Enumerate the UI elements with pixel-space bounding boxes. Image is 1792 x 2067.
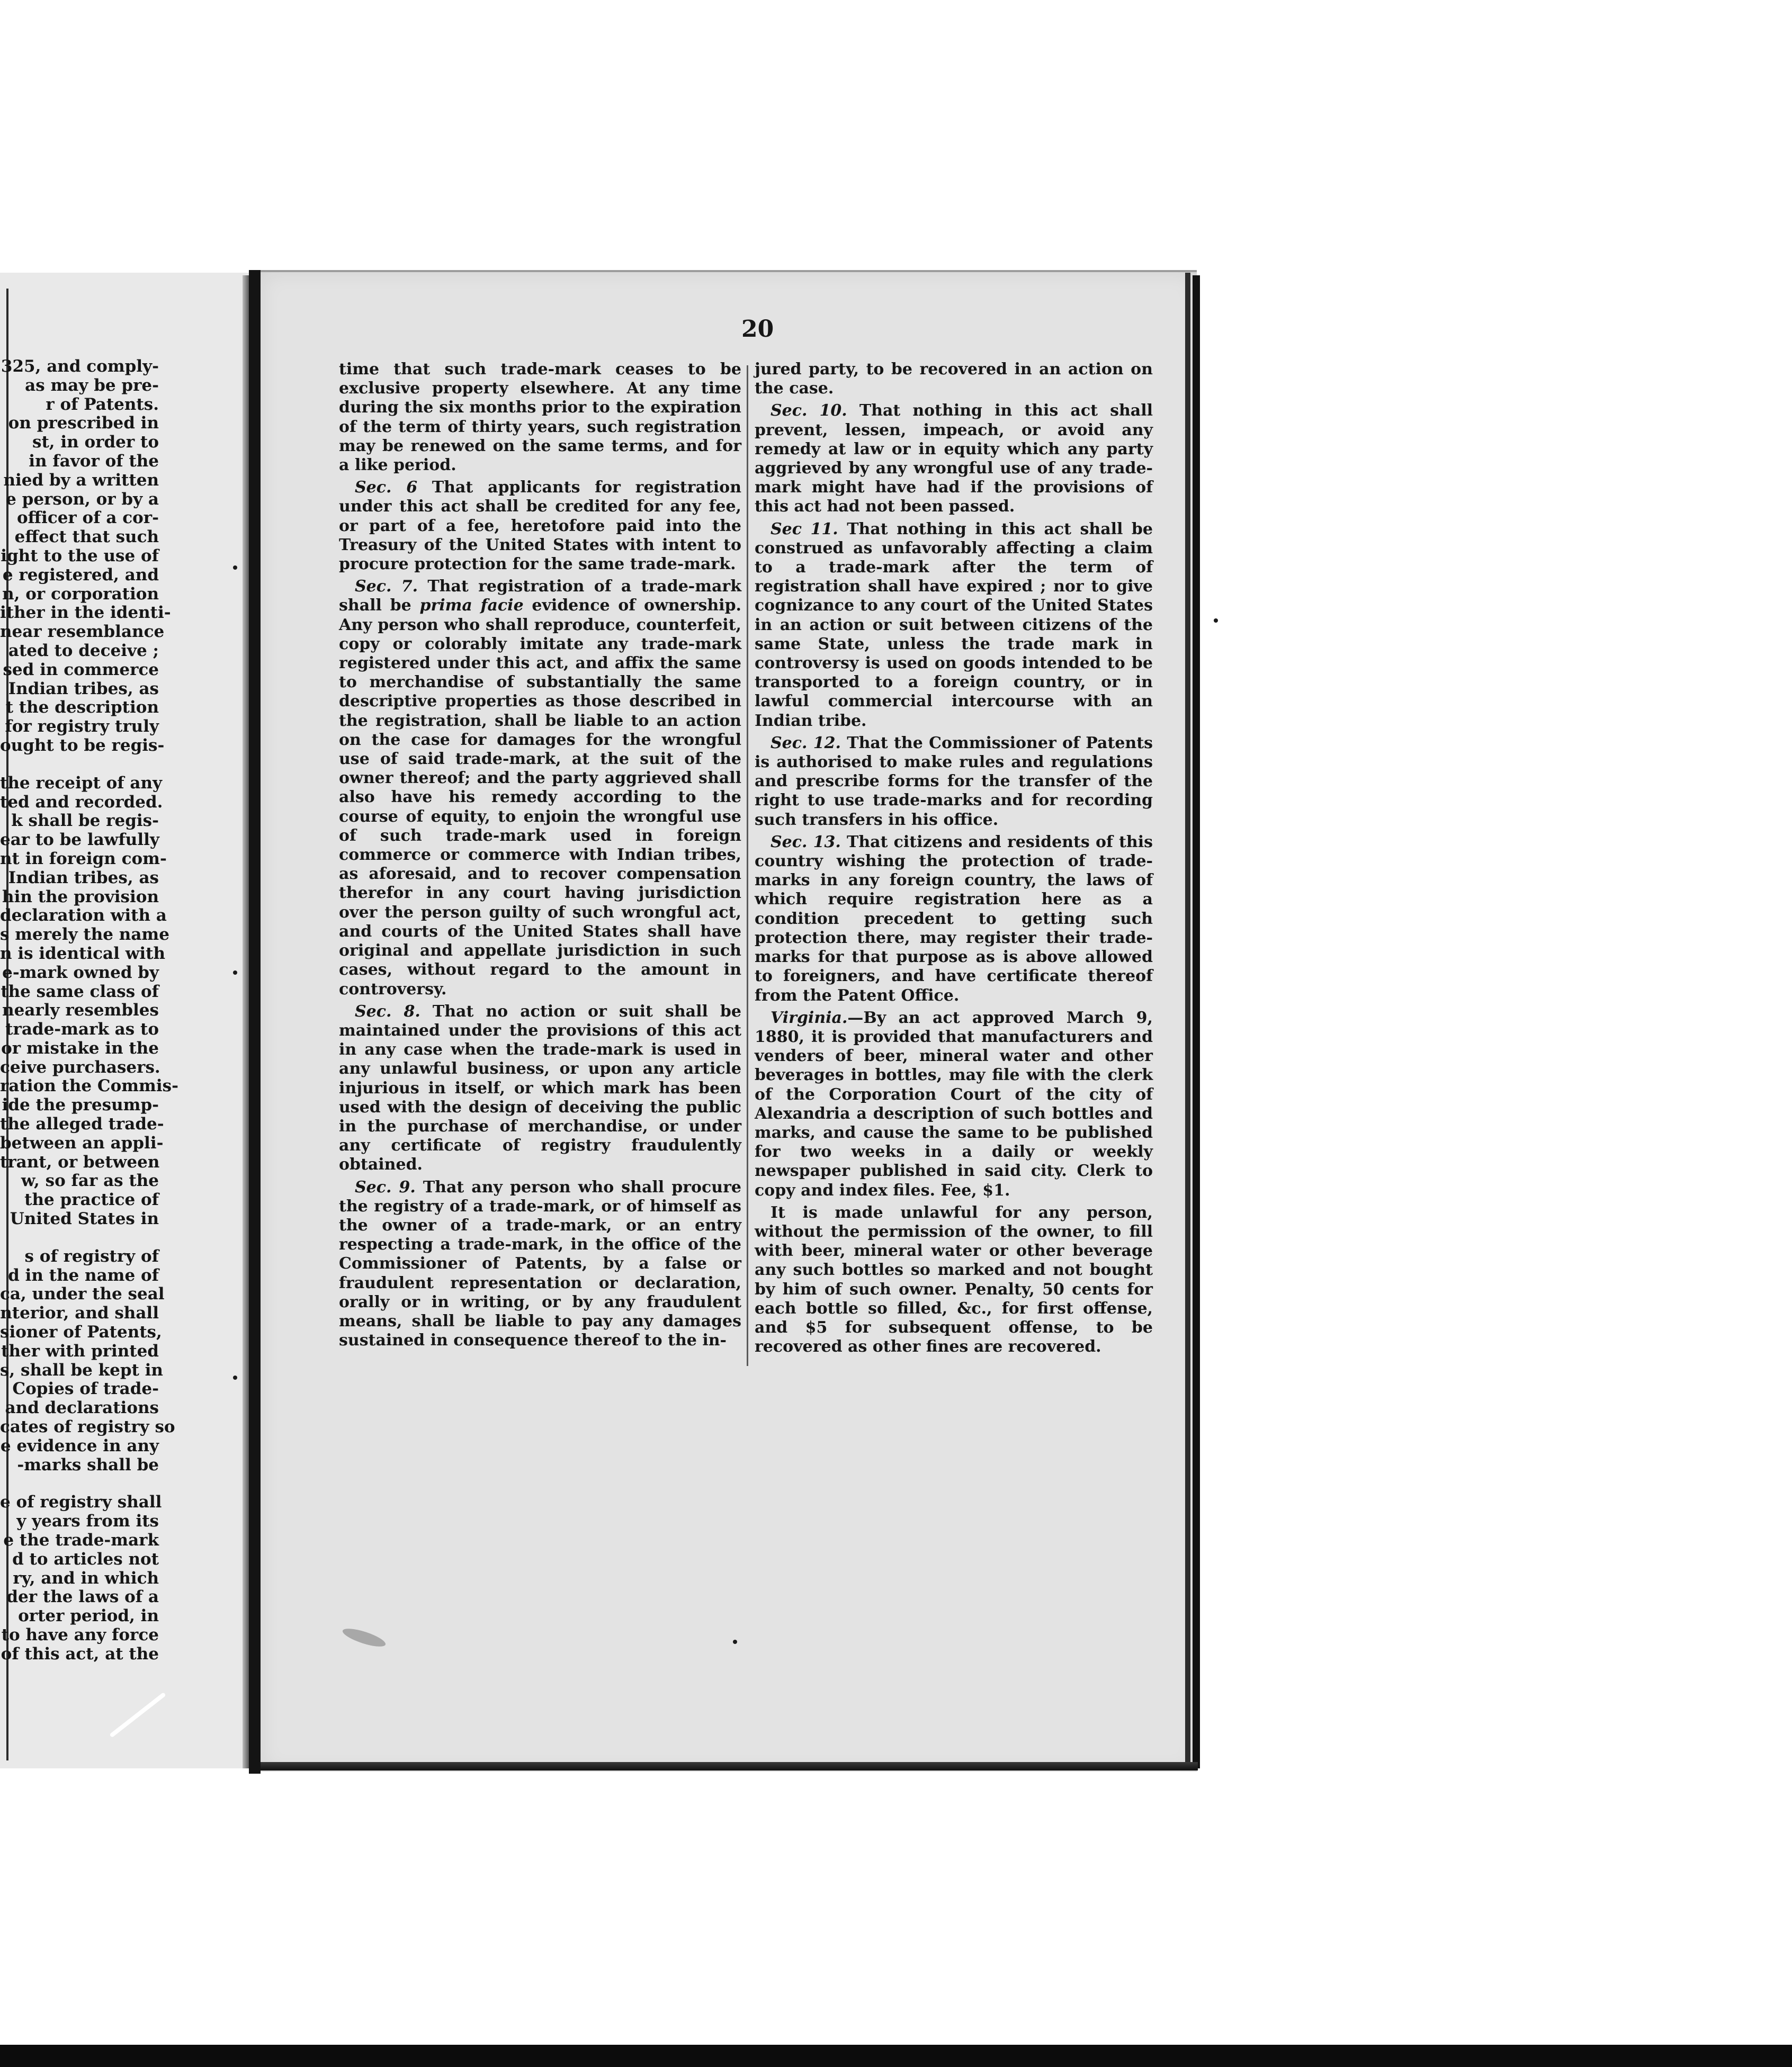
left-page-line: e-mark owned by <box>2 963 159 982</box>
left-page-line: ther with printed <box>1 1341 159 1361</box>
section-10 <box>755 401 1153 516</box>
left-page-line: orter period, in <box>18 1606 159 1626</box>
left-page-fold <box>243 275 249 1768</box>
left-page-line: ear to be lawfully <box>0 830 159 850</box>
virginia-paragraph <box>755 1009 1153 1200</box>
left-page-line: e evidence in any <box>0 1436 159 1455</box>
left-page-line <box>0 1229 159 1247</box>
page-edge-right <box>1185 273 1190 1766</box>
left-page-line: officer of a cor- <box>16 508 159 528</box>
left-column <box>339 360 741 1353</box>
section-text: That nothing in this act shall be construed as unfavorably affecting a claim to a trade-mark after the term of registration shall have expired ; nor to give cognizance to any court of the United States in an action or suit between citizens of the same State, unless the trade mark in controversy is used on goods intended to be transported to a foreign country, or in lawful commercial intercourse with an Indian tribe. <box>755 519 1153 730</box>
left-page-line: sed in commerce <box>3 660 159 679</box>
section-label: Sec. 9. <box>355 1178 416 1197</box>
left-page-line: nterior, and shall <box>0 1304 159 1323</box>
left-page-line: ted and recorded. <box>0 792 163 812</box>
left-page-line: hin the provision <box>2 887 159 906</box>
left-page-line <box>0 756 159 774</box>
left-page-line: ated to deceive ; <box>8 641 159 660</box>
page-number: 20 <box>741 316 774 343</box>
right-column <box>755 360 1153 1360</box>
scan-speck <box>1214 618 1218 623</box>
paragraph-continuation: jured party, to be recovered in an action on the case. <box>755 360 1153 398</box>
left-page-line: the practice of <box>24 1190 159 1210</box>
paragraph-continuation: time that such trade-mark ceases to be exclusive property elsewhere. At any time during the six months prior to the expiration of the term of thirty years, such registration may be renewed on the same terms, and for a like period. <box>339 360 741 475</box>
left-page-line: on prescribed in <box>8 414 159 433</box>
left-page-line: y years from its <box>16 1512 159 1531</box>
left-page-line: 325, and comply- <box>1 357 159 376</box>
section-13 <box>755 833 1153 1005</box>
section-text: That registration of a trade-mark shall be <box>339 577 741 615</box>
section-text: That applicants for registration under this act shall be credited for any fee, or part of a fee, heretofore paid into the Treasury of the United States with intent to procure protection for the same trade-mark. <box>339 478 742 574</box>
left-page-line: Indian tribes, as <box>8 679 159 698</box>
section-text: evidence of ownership. Any person who shall reproduce, counterfeit, copy or colorably imitate any trade-mark registered under this act, and affix the same to merchandise of substantially the same descriptive properties as those described in the registration, shall be liable to an action on the case for damages for the wrongful use of said trade-mark, at the suit of the owner thereof; and the party aggrieved shall also have his remedy according to the course of equity, to enjoin the wrongful use of such trade-mark used in foreign commerce or commerce with Indian tribes, as aforesaid, and to recover compensation therefor in any court having jurisdiction over the person guilty of such wrongful act, and courts of the United States shall have original and appellate jurisdiction in such cases, without regard to the amount in controversy. <box>339 596 741 999</box>
left-page-line: d to articles not <box>12 1549 159 1569</box>
left-page-line: s, shall be kept in <box>0 1360 163 1380</box>
left-page-line: trant, or between <box>0 1152 160 1172</box>
left-page-line: the receipt of any <box>0 773 163 793</box>
left-page-line: ca, under the seal <box>0 1284 165 1304</box>
section-text: That citizens and residents of this country wishing the protection of trade-marks in any foreign country, the laws of which require registration here as a condition precedent to getting such protection there, may register their trade-marks for that purpose as is above allowed to foreigners, and have certificate thereof from the Patent Office. <box>755 832 1153 1005</box>
section-label: Sec. 12. <box>770 733 841 752</box>
column-divider <box>747 365 748 1366</box>
state-label: Virginia. <box>770 1008 848 1027</box>
left-page-line: nearly resembles <box>2 1001 159 1020</box>
left-page-line: nied by a written <box>3 470 159 490</box>
left-page-line: the alleged trade- <box>0 1115 164 1134</box>
left-page-line: for registry truly <box>5 717 159 736</box>
section-label: Sec. 7. <box>355 577 418 596</box>
left-page-line: t the description <box>5 698 159 717</box>
unlawful-paragraph: It is made unlawful for any person, without the permission of the owner, to fill with beer, mineral water or other beverage any such bottles so marked and not bought by him of such owner. Penalty, 50 cents for each bottle so filled, &c., for first offense, and $5 for subsequent offense, to be recovered as other fines are recovered. <box>755 1203 1153 1356</box>
left-page-line: n is identical with <box>0 943 166 963</box>
left-page-line: effect that such <box>14 527 159 547</box>
left-page-text <box>0 357 178 1664</box>
scan-speck <box>233 565 237 570</box>
left-page-line: ight to the use of <box>1 546 159 565</box>
section-7 <box>339 577 741 999</box>
left-page-line: near resemblance <box>0 622 165 642</box>
left-page-line: ide the presump- <box>2 1095 159 1115</box>
left-page-line: k shall be regis- <box>11 811 159 831</box>
section-label: Sec. 13. <box>770 832 841 851</box>
book-gutter <box>249 270 261 1774</box>
left-page-line: e registered, and <box>2 565 159 585</box>
left-page-line: sioner of Patents, <box>0 1323 162 1342</box>
scan-speck <box>233 1376 237 1380</box>
left-page-line: the same class of <box>1 982 159 1001</box>
section-label: Sec. 10. <box>770 401 847 420</box>
section-label: Sec. 8. <box>355 1002 420 1021</box>
page-stack-edge <box>1193 275 1200 1768</box>
section-label: Sec. 6 <box>355 478 418 497</box>
left-page-line: st, in order to <box>32 433 159 452</box>
left-page-line: Indian tribes, as <box>8 868 159 887</box>
section-8 <box>339 1002 741 1175</box>
left-page-line: and declarations <box>5 1398 159 1418</box>
left-page-line: cates of registry so <box>0 1417 175 1437</box>
left-page-line: ry, and in which <box>13 1568 159 1588</box>
section-6 <box>339 478 741 574</box>
left-page-line: s merely the name <box>0 925 169 945</box>
left-page-line: ither in the identi- <box>0 603 171 623</box>
left-page-line: r of Patents. <box>46 394 159 414</box>
left-page-line: as may be pre- <box>25 375 159 395</box>
left-page-line: United States in <box>10 1209 159 1229</box>
left-page-line: ration the Commis- <box>0 1076 178 1096</box>
scan-speck <box>233 970 237 975</box>
left-page-line: to have any force <box>1 1625 159 1644</box>
left-page-line: ought to be regis- <box>0 735 165 755</box>
left-page-line: ceive purchasers. <box>0 1057 160 1077</box>
scan-speck <box>733 1640 737 1644</box>
left-page-line: in favor of the <box>29 451 159 471</box>
left-page-line: trade-mark as to <box>5 1020 159 1039</box>
section-label: Sec 11. <box>770 519 838 538</box>
section-12 <box>755 734 1153 830</box>
left-page-line: Copies of trade- <box>12 1379 159 1399</box>
page-edge-bottom <box>261 1762 1198 1771</box>
left-page-line: or mistake in the <box>1 1038 159 1058</box>
latin-phrase: prima facie <box>419 596 524 615</box>
left-page-line: of this act, at the <box>1 1644 159 1664</box>
section-9 <box>339 1178 741 1351</box>
left-page-line: e of registry shall <box>0 1493 162 1512</box>
left-page-line: nt in foreign com- <box>0 849 167 868</box>
left-page-line: e person, or by a <box>6 489 159 509</box>
left-page-line: e the trade-mark <box>3 1531 159 1550</box>
section-text: That the Commissioner of Patents is authorised to make rules and regulations and prescribe forms for the transfer of the right to use trade-marks and for recording such transfers in his office. <box>755 733 1153 829</box>
left-page-line: d in the name of <box>8 1265 159 1285</box>
left-page-line: declaration with a <box>0 906 167 925</box>
left-page-line: -marks shall be <box>17 1455 159 1475</box>
scanner-bottom-band <box>0 2045 1792 2067</box>
left-page-line: w, so far as the <box>21 1171 159 1191</box>
section-text: —By an act approved March 9, 1880, it is provided that manufacturers and venders of beer, mineral water and other beverages in bottles, may file with the clerk of the Corporation Court of the city of Alexandria a description of such bottles and marks, and cause the same to be published for two weeks in a daily or weekly newspaper published in said city. Clerk to copy and index files. Fee, $1. <box>755 1008 1153 1200</box>
left-page-line <box>0 1475 159 1493</box>
left-page-line: n, or corporation <box>2 584 159 604</box>
section-text: That no action or suit shall be maintained under the provisions of this act in any case when the trade-mark is used in any unlawful business, or upon any article injurious in itself, or which mark has been used with the design of deceiving the public in the purchase of merchandise, or under any certificate of registry fraudulently obtained. <box>339 1002 741 1174</box>
left-page-line: s of registry of <box>24 1246 159 1266</box>
section-text: That any person who shall procure the registry of a trade-mark, or of himself as the owner of a trade-mark, or an entry respecting a trade-mark, in the office of the Commissioner of Patents, by a false or fraudulent representation or declaration, orally or in writing, or by any fraudulent means, shall be liable to pay any damages sustained in consequence thereof to the in- <box>339 1178 741 1350</box>
left-page-line: der the laws of a <box>6 1587 159 1607</box>
left-page-line: between an appli- <box>0 1133 164 1153</box>
section-text: That nothing in this act shall prevent, lessen, impeach, or avoid any remedy at law or in equity which any party aggrieved by any wrongful use of any trade-mark might have had if the provisions of this act had not been passed. <box>755 401 1153 516</box>
section-11 <box>755 520 1153 731</box>
